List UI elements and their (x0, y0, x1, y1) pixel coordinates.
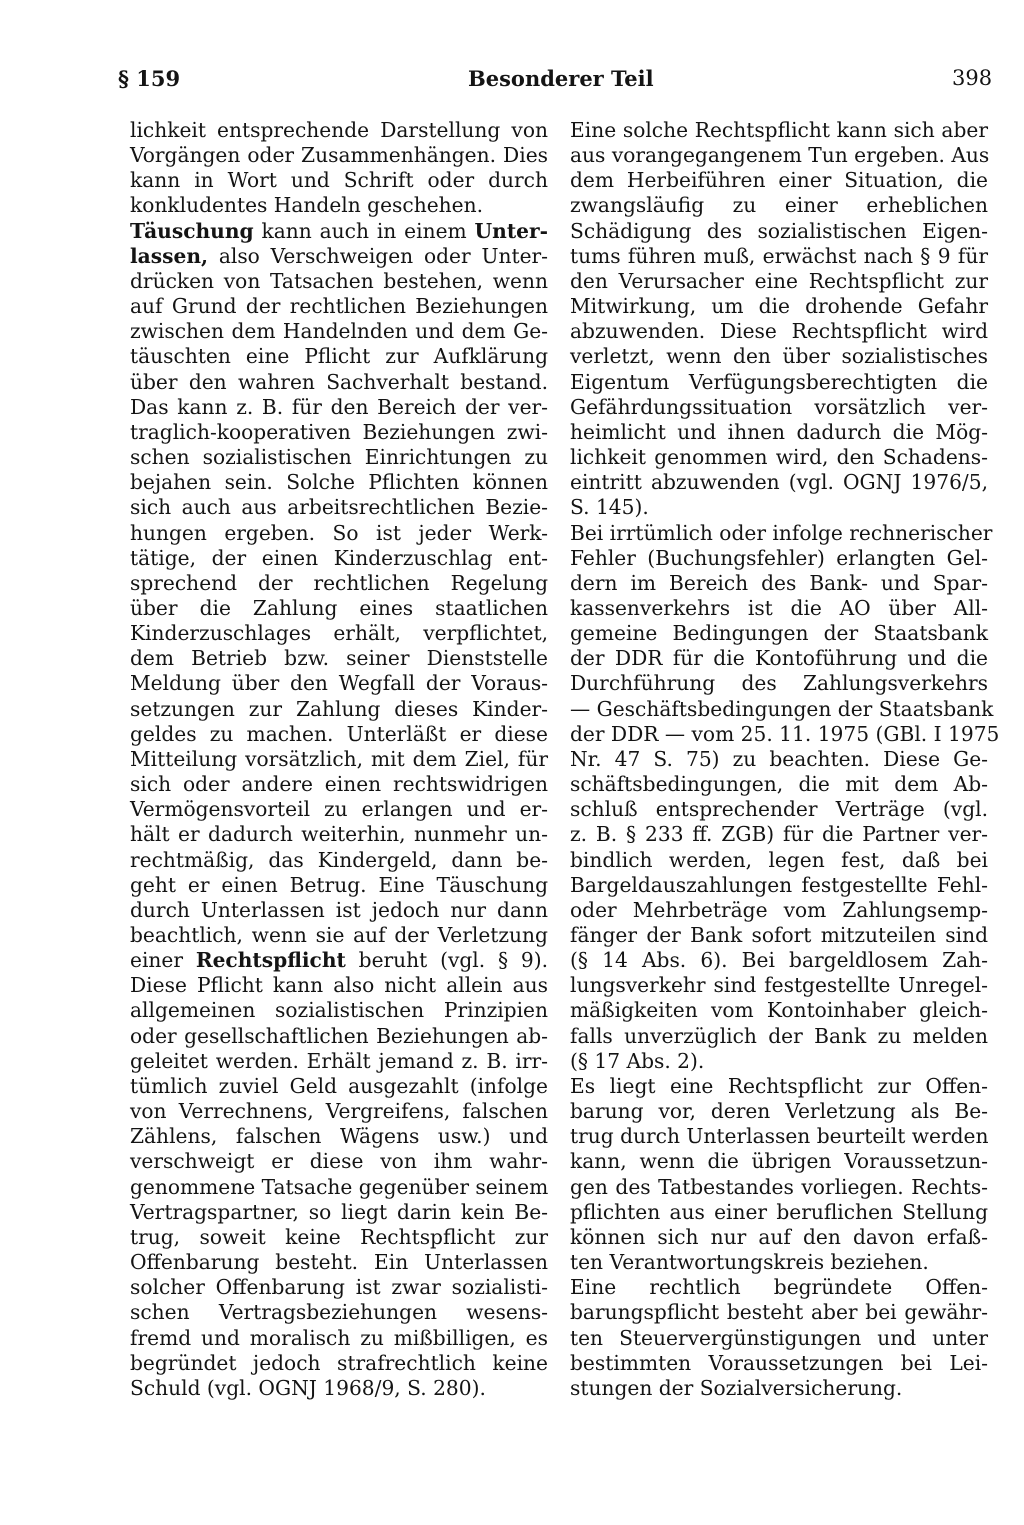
bold-term: Rechtspflicht (195, 948, 346, 973)
text-line: Diese Pflicht kann also nicht allein aus (130, 973, 548, 998)
text-line: Bargeldauszahlungen festgestellte Fehl- (570, 872, 988, 897)
text-line: rechtmäßig, das Kindergeld, dann be- (130, 847, 548, 872)
text-line: bejahen sein. Solche Pflichten können (130, 470, 548, 495)
text-line: hungen ergeben. So ist jeder Werk- (130, 520, 548, 545)
chapter-title: Besonderer Teil (468, 66, 654, 91)
text-line: trug durch Unterlassen beurteilt werden (570, 1124, 989, 1149)
text-line: sprechend der rechtlichen Regelung (130, 570, 548, 595)
text-line: Durchführung des Zahlungsverkehrs (570, 671, 988, 696)
text-line: heimlicht und ihnen dadurch die Mög- (570, 419, 988, 444)
text-line: trug, soweit keine Rechtspflicht zur (130, 1224, 548, 1249)
text-line: dem Herbeiführen einer Situation, die (570, 168, 988, 193)
text-line: Eine solche Rechtspflicht kann sich aber (570, 118, 988, 142)
text-line: drücken von Tatsachen bestehen, wenn (130, 268, 548, 293)
text-line: verschweigt er diese von ihm wahr- (130, 1149, 548, 1174)
text-segment: einer (130, 948, 196, 973)
text-line: schluß entsprechender Verträge (vgl. (570, 797, 988, 822)
text-line: allgemeinen sozialistischen Prinzipien (130, 998, 548, 1023)
text-line: lungsverkehr sind festgestellte Unregel- (570, 973, 988, 998)
text-line: abzuwenden. Diese Rechtspflicht wird (570, 319, 988, 344)
text-line: traglich-kooperativen Beziehungen zwi- (130, 419, 548, 444)
text-line: setzungen zur Zahlung dieses Kinder- (130, 696, 548, 721)
text-line: barung vor, deren Verletzung als Be- (570, 1099, 988, 1124)
text-column-right (570, 118, 1000, 1401)
text-line: fremd und moralisch zu mißbilligen, es (130, 1325, 548, 1350)
section-number: § 159 (118, 66, 181, 91)
text-line: Fehler (Buchungsfehler) erlangten Gel- (570, 545, 988, 570)
text-line: kann in Wort und Schrift oder durch (130, 168, 548, 193)
text-line: dem Betrieb bzw. seiner Dienststelle (130, 646, 548, 671)
text-line: barungspflicht besteht aber bei gewähr- (570, 1300, 988, 1325)
text-line: mäßigkeiten vom Kontoinhaber gleich- (570, 998, 988, 1023)
text-line: sich auch aus arbeitsrechtlichen Bezie- (130, 495, 548, 520)
bold-term: Täuschung (130, 218, 254, 243)
text-line: Gefährdungssituation vorsätzlich ver- (570, 394, 988, 419)
text-line: bindlich werden, legen fest, daß bei (570, 847, 988, 872)
text-line: sich oder andere einen rechtswidrigen (130, 772, 548, 797)
text-line (130, 948, 548, 973)
bold-term: Unter- (474, 218, 548, 243)
text-segment: beruht (vgl. § 9). (345, 948, 548, 973)
text-line: schen Vertragsbeziehungen wesens- (130, 1300, 548, 1325)
text-line: tätige, der einen Kinderzuschlag ent- (130, 545, 548, 570)
text-line: geldes zu machen. Unterläßt er diese (130, 721, 548, 746)
text-line: fänger der Bank sofort mitzuteilen sind (570, 923, 988, 947)
text-segment: also Verschweigen oder Unter- (208, 243, 548, 268)
text-segment: kann auch in einem (253, 218, 475, 243)
text-line: schen sozialistischen Einrichtungen zu (130, 445, 548, 470)
text-line: (§ 14 Abs. 6). Bei bargeldlosem Zah- (570, 948, 988, 973)
text-line: pflichten aus einer beruflichen Stellung (570, 1199, 988, 1224)
text-line: falls unverzüglich der Bank zu melden (570, 1023, 988, 1048)
text-line: Zählens, falschen Wägens usw.) und (130, 1124, 548, 1149)
text-column-left (130, 118, 548, 1401)
text-line: gemeine Bedingungen der Staatsbank (570, 621, 988, 646)
text-line: Nr. 47 S. 75) zu beachten. Diese Ge- (570, 746, 988, 771)
text-line: Schuld (vgl. OGNJ 1968/9, S. 280). (130, 1375, 486, 1400)
text-line: genommene Tatsache gegenüber seinem (130, 1174, 549, 1199)
text-line: durch Unterlassen ist jedoch nur dann (130, 897, 548, 922)
text-line: können sich nur auf den davon erfaß- (570, 1224, 988, 1249)
text-line: Schädigung des sozialistischen Eigen- (570, 218, 988, 243)
text-line: Das kann z. B. für den Bereich der ver- (130, 394, 548, 419)
text-line: S. 145). (570, 495, 649, 520)
text-line: z. B. § 233 ff. ZGB) für die Partner ver- (570, 822, 988, 847)
text-line: konkludentes Handeln geschehen. (130, 193, 484, 218)
text-line (130, 219, 548, 244)
text-line: dern im Bereich des Bank- und Spar- (570, 570, 988, 595)
text-line: von Verrechnens, Vergreifens, falschen (130, 1099, 548, 1124)
text-line: Vermögensvorteil zu erlangen und er- (130, 797, 548, 822)
text-line: lichkeit entsprechende Darstellung von (130, 118, 548, 142)
text-line: Mitwirkung, um die drohende Gefahr (570, 294, 988, 319)
text-line: aus vorangegangenem Tun ergeben. Aus (570, 143, 990, 168)
text-line: ten Steuervergünstigungen und unter (570, 1325, 988, 1350)
text-line: Eine rechtlich begründete Offen- (570, 1275, 988, 1300)
text-line: verletzt, wenn den über sozialistisches (570, 344, 988, 369)
text-line: über die Zahlung eines staatlichen (130, 595, 548, 620)
text-line: Vorgängen oder Zusammenhängen. Dies (130, 143, 548, 168)
text-line: eintritt abzuwenden (vgl. OGNJ 1976/5, (570, 470, 988, 495)
text-line: (§ 17 Abs. 2). (570, 1048, 705, 1073)
text-line: — Geschäftsbedingungen der Staatsbank (570, 696, 994, 721)
text-line: den Verursacher eine Rechtspflicht zur (570, 268, 988, 293)
text-line: täuschten eine Pflicht zur Aufklärung (130, 344, 548, 369)
text-line: ten Verantwortungskreis beziehen. (570, 1250, 929, 1275)
text-line (130, 244, 548, 269)
text-line: schäftsbedingungen, die mit dem Ab- (570, 772, 988, 797)
page-number: 398 (952, 66, 993, 90)
text-line: oder Mehrbeträge vom Zahlungsemp- (570, 897, 988, 922)
text-line: tümlich zuviel Geld ausgezahlt (infolge (130, 1073, 548, 1098)
text-line: zwangsläufig zu einer erheblichen (570, 193, 988, 218)
text-line: Offenbarung besteht. Ein Unterlassen (130, 1250, 548, 1275)
text-line: zwischen dem Handelnden und dem Ge- (130, 319, 548, 344)
text-line: Eigentum Verfügungsberechtigten die (570, 369, 988, 394)
text-line: lichkeit genommen wird, den Schadens- (570, 445, 988, 470)
text-line: über den wahren Sachverhalt bestand. (130, 369, 548, 394)
text-line: geleitet werden. Erhält jemand z. B. irr- (130, 1048, 548, 1073)
text-line: oder gesellschaftlichen Beziehungen ab- (130, 1023, 548, 1048)
text-line: bestimmten Voraussetzungen bei Lei- (570, 1350, 988, 1375)
text-line: Meldung über den Wegfall der Voraus- (130, 671, 548, 696)
text-line: der DDR — vom 25. 11. 1975 (GBl. I 1975 (570, 721, 1000, 746)
text-line: stungen der Sozialversicherung. (570, 1375, 903, 1400)
text-line: begründet jedoch strafrechtlich keine (130, 1350, 548, 1375)
text-line: Bei irrtümlich oder infolge rechnerischer (570, 520, 993, 545)
text-line: Es liegt eine Rechtspflicht zur Offen- (570, 1073, 988, 1098)
text-line: gen des Tatbestandes vorliegen. Rechts- (570, 1174, 988, 1199)
bold-term: lassen, (130, 243, 209, 268)
text-line: kassenverkehrs ist die AO über All- (570, 595, 988, 620)
text-line: tums führen muß, erwächst nach § 9 für (570, 243, 988, 268)
text-line: Mitteilung vorsätzlich, mit dem Ziel, für (130, 746, 548, 771)
running-header (0, 66, 1024, 106)
text-line: Vertragspartner, so liegt darin kein Be- (130, 1199, 548, 1224)
text-line: der DDR für die Kontoführung und die (570, 646, 988, 671)
text-line: Kinderzuschlages erhält, verpflichtet, (130, 621, 548, 646)
text-line: solcher Offenbarung ist zwar sozialisti- (130, 1275, 548, 1300)
text-line: auf Grund der rechtlichen Beziehungen (130, 294, 548, 319)
text-line: hält er dadurch weiterhin, nunmehr un- (130, 822, 548, 847)
text-line: beachtlich, wenn sie auf der Verletzung (130, 923, 548, 947)
text-line: kann, wenn die übrigen Voraussetzun- (570, 1149, 988, 1174)
text-line: geht er einen Betrug. Eine Täuschung (130, 872, 548, 897)
